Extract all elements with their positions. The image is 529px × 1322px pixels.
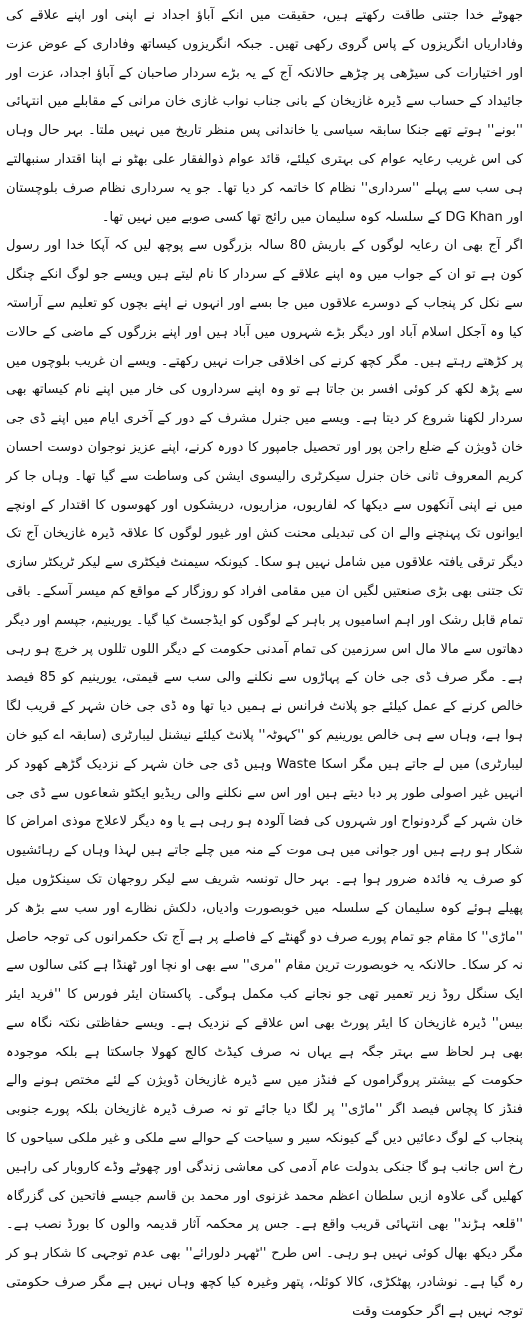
article-paragraph-1 bbox=[6, 2, 523, 232]
paragraph-1-text: جھوٹے خدا جتنی طاقت رکھتے ہیں، حقیقت میں انکے آباؤ اجداد نے اپنی اور اپنے علاقے کی وفاداریاں انگریزوں کے پاس گروی رکھی تھیں۔ جبکہ انگریزوں کیساتھ وفاداری کے عوض عزت اور اختیارات کی سیڑھی پر چڑھے حالانکہ آج کے یہ بڑے سردار صاحبان کے آباؤ اجداد، عزت اور جائیداد کے حساب سے ڈیرہ غازیخان کے بانی جناب نواب غازی خان مرانی کے مقابلے میں انتہائی ''بونے'' ہوتے تھے جنکا سابقہ سیاسی یا خاندانی پس منظر تاریخ میں نہیں ملتا۔ بہر حال وہاں کی اس غریب رعایہ عوام کی بہتری کیلئے، قائد عوام ذوالفقار علی بھٹو نے اپنا اقتدار سنبھالتے ہی سب سے پہلے ''سرداری'' نظام کا خاتمہ کر دیا تھا۔ جو یہ سرداری نظام صرف بلوچستان اور bbox=[6, 8, 523, 225]
dg-khan-label: DG Khan bbox=[445, 209, 503, 225]
article-paragraph-2: اگر آج بھی ان رعایہ لوگوں کے باریش 80 سالہ بزرگوں سے پوچھ لیں کہ آپکا خدا اور رسول کون ہے تو ان کے جواب میں وہ اپنے علاقے کے سردار کا نام لیتے ہیں ویسے جو لوگ انکے چنگل سے نکل کر پنجاب کے دوسرے علاقوں میں جا بسے اور انہوں نے اپنے بچوں کو تعلیم سے آراستہ کیا وہ آجکل اسلام آباد اور دیگر بڑے شہروں میں آباد ہیں اور اپنے بزرگوں کے ماضی کے حالات پر کڑھتے رہتے ہیں۔ مگر کچھ کرنے کی اخلاقی جرات نہیں رکھتے۔ ویسے ان غریب بلوچوں میں سے پڑھ لکھ کر کوئی افسر بن جاتا ہے تو وہ اپنے سرداروں کی خار میں اپنے نام کیساتھ بھی سردار لکھنا شروع کر دیتا ہے۔ ویسے میں جنرل مشرف کے دور کے آخری ایام میں اپنے ڈی جی خان ڈویژن کے ضلع راجن پور اور تحصیل جامپور کا دورہ کرنے، اپنے عزیز نوجوان دوست احسان کریم المعروف ثانی خان جنرل سیکرٹری رالیسوی ایشن کی وساطت سے گیا تھا۔ وہاں جا کر میں نے اپنی آنکھوں سے دیکھا کہ لفاریوں، مزاریوں، دریشکوں اور کھوسوں کا اقتدار کے اونچے ایوانوں تک پہنچنے والے ان کی تبدیلی محنت کش اور غیور لوگوں کا علاقہ ڈیرہ غازیخان آج تک دیگر ترقی یافتہ علاقوں میں شامل نہیں ہو سکا۔ کیونکہ سیمنٹ فیکٹری سے لیکر ٹریکٹر سازی تک جتنی بھی بڑی صنعتیں لگیں ان میں مقامی افراد کو روزگار کے مواقع کم میسر آسکے۔ باقی تمام قابل رشک اور اہم اسامیوں پر باہر کے لوگوں کو ایڈجسٹ کیا گیا۔ یورینیم، جپسم اور دیگر دھاتوں سے مالا مال اس سرزمین کی تمام آمدنی حکومت کے دیگر اللوں تللوں پر خرچ ہو رہی ہے۔ مگر صرف ڈی جی خان کے پہاڑوں سے نکلنے والی سب سے قیمتی، یورینیم کو 85 فیصد خالص کرنے کے عمل کیلئے جو پلانٹ فرانس نے ہمیں دیا تھا وہ ڈی جی خان شہر کے قریب لگا ہوا ہے، وہاں سے ہی خالص یورینیم کو ''کہوٹہ'' پلانٹ کیلئے نیشنل لیبارٹری (سابقہ اے کیو خان لیبارٹری) میں لے جاتے ہیں مگر اسکا Waste وہیں ڈی جی خان شہر کے نزدیک گڑھے کھود کر انہیں غیر اصولی طور پر دبا دیتے ہیں اور اس سے نکلنے والی ریڈیو ایکٹو شعاعوں سے ڈی جی خان شہر کے گردونواح اور شہروں کی فضا آلودہ ہو رہی ہے یا وہ دیگر لاعلاج موذی امراض کا شکار ہو رہے ہیں اور جوانی میں ہی موت کے منہ میں چلے جاتے ہیں لہذا وہاں کے رہائشیوں کو صرف یہ فائدہ ضرور ہوا ہے۔ بہر حال تونسہ شریف سے لیکر روجھان تک سینکڑوں میل پھیلے ہوئے کوہ سلیمان کے سلسلہ میں خوبصورت وادیاں، دلکش نظارے اور سب سے بڑھ کر ''ماڑی'' کا مقام جو تمام پورے صرف دو گھنٹے کے فاصلے پر ہے آج تک حکمرانوں کی توجہ حاصل نہ کر سکا۔ حالانکہ یہ خوبصورت ترین مقام ''مری'' سے بھی او نچا اور ٹھنڈا ہے کئی سالوں سے ایک سنگل روڈ زیر تعمیر تھی جو نجانے کب مکمل ہوگی۔ پاکستان ایئر فورس کا ''فرید ایئر بیس'' ڈیرہ غازیخان کا ایئر پورٹ بھی اس علاقے کے نزدیک ہے۔ ویسے حفاظتی نکتہ نگاہ سے بھی ہر لحاظ سے بہتر جگہ ہے یہاں نہ صرف کیڈٹ کالج کھولا جاسکتا ہے بلکہ موجودہ حکومت کے بیشتر پروگراموں کے فنڈز میں سے ڈیرہ غازیخان ڈویژن کے لئے مختص ہونے والے فنڈز کا پچاس فیصد اگر ''ماڑی'' پر لگا دیا جائے تو نہ صرف ڈیرہ غازیخان بلکہ پورے جنوبی پنجاب کے لوگ دعائیں دیں گے کیونکہ سیر و سیاحت کے حوالے سے ملکی و غیر ملکی سیاحوں کا رخ اس جانب ہو گا جنکی بدولت عام آدمی کی معاشی زندگی اور چھوٹے وڈے کاروبار کی راہیں کھلیں گی علاوہ ازیں سلطان اعظم محمد غزنوی اور محمد بن قاسم جیسے فاتحین کی گزرگاہ ''قلعہ ہڑند'' بھی انتہائی قریب واقع ہے۔ جس پر محکمہ آثار قدیمہ والوں کا بورڈ نصب ہے۔ مگر دیکھ بھال کوئی نہیں ہو رہی۔ اس طرح ''ٹھہر دلورائے'' بھی عدم توجہی کا شکار ہو کر رہ گیا ہے۔ نوشادر، پھٹکڑی، کالا کوئلہ، پتھر وغیرہ کیا کچھ وہاں نہیں ہے مگر صرف حکومتی توجہ نہیں ہے اگر حکومت وقت bbox=[6, 238, 524, 1319]
paragraph-1-end-text: کے سلسلہ کوہ سلیمان میں رائج تھا کسی صوبے میں نہیں تھا۔ bbox=[101, 209, 442, 225]
